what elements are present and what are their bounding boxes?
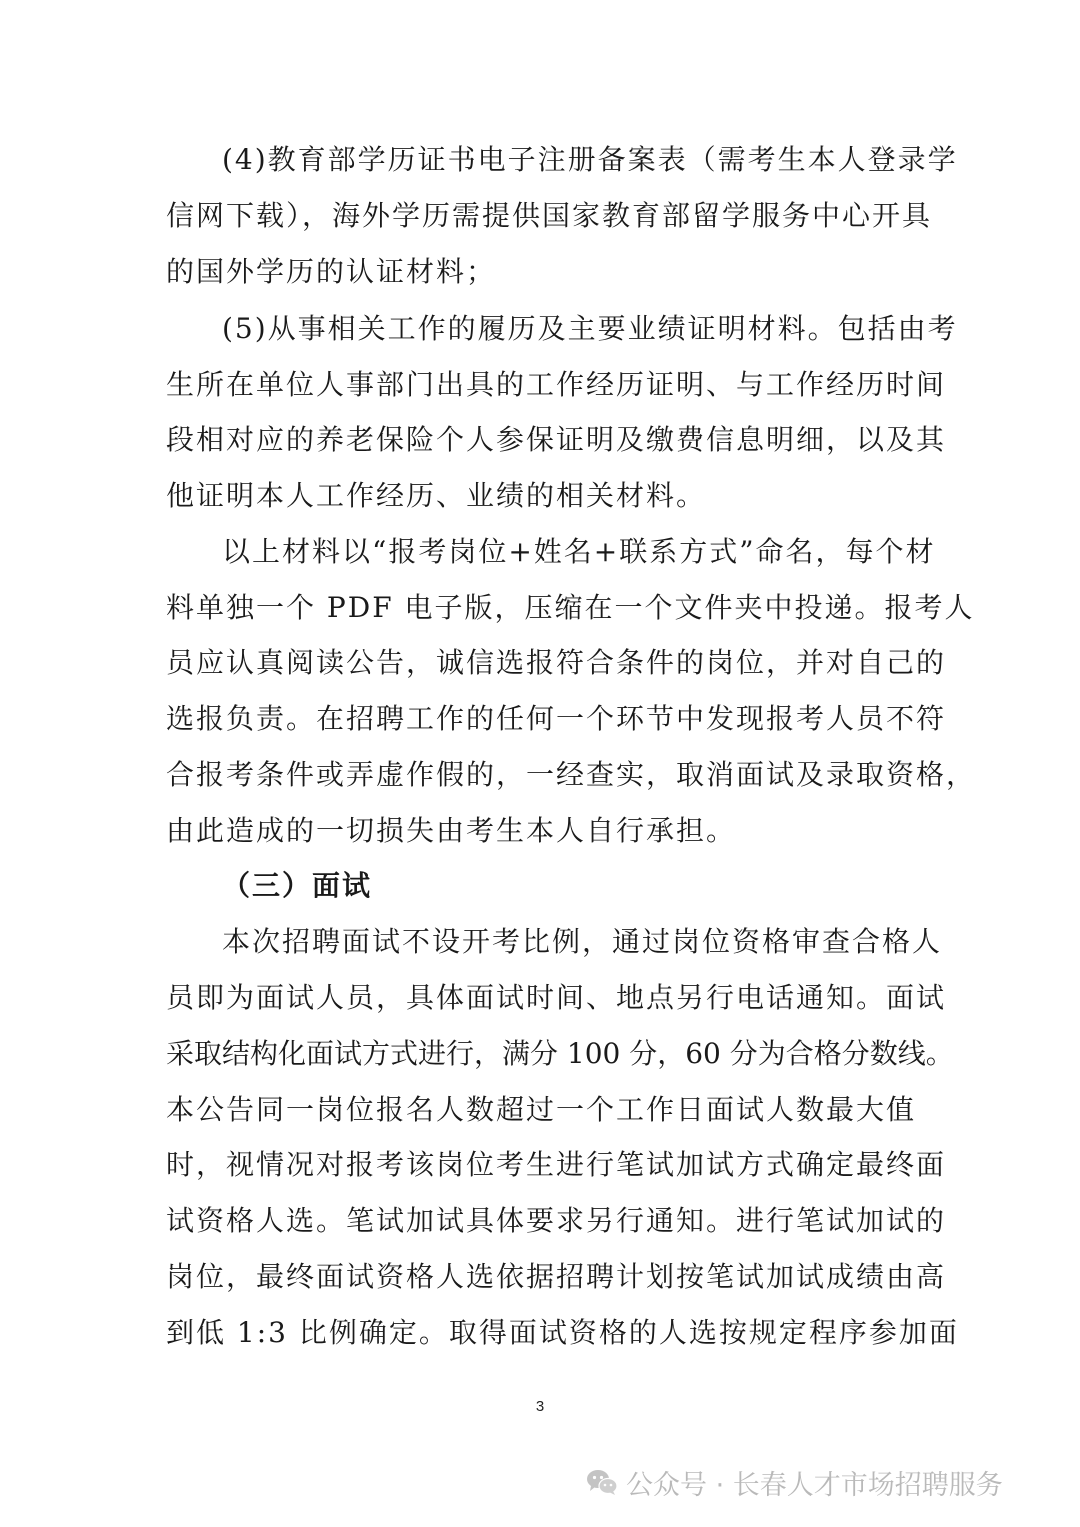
section-heading-interview: （三）面试	[222, 869, 373, 902]
interview-line-1: 本次招聘面试不设开考比例，通过岗位资格审查合格人	[222, 925, 943, 958]
paragraph-5-line-4: 他证明本人工作经历、业绩的相关材料。	[166, 479, 707, 512]
materials-line-1: 以上材料以“报考岗位+姓名+联系方式”命名，每个材	[222, 535, 936, 568]
interview-line-7: 岗位，最终面试资格人选依据招聘计划按笔试加试成绩由高	[166, 1260, 947, 1293]
watermark	[586, 1462, 1003, 1502]
materials-line-2: 料单独一个 PDF 电子版，压缩在一个文件夹中投递。报考人	[166, 591, 975, 624]
paragraph-5-line-2: 生所在单位人事部门出具的工作经历证明、与工作经历时间	[166, 368, 947, 401]
paragraph-4-line-2: 信网下载），海外学历需提供国家教育部留学服务中心开具	[166, 199, 933, 232]
watermark-text: 公众号 · 长春人才市场招聘服务	[626, 1469, 1003, 1501]
materials-line-6: 由此造成的一切损失由考生本人自行承担。	[166, 814, 737, 847]
materials-line-3: 员应认真阅读公告，诚信选报符合条件的岗位，并对自己的	[166, 646, 947, 679]
interview-line-8: 到低 1:3 比例确定。取得面试资格的人选按规定程序参加面	[166, 1316, 959, 1349]
interview-line-3: 采取结构化面试方式进行，满分 100 分，60 分为合格分数线。	[166, 1037, 954, 1070]
page-number: 3	[535, 1398, 545, 1415]
paragraph-5-line-1: (5)从事相关工作的履历及主要业绩证明材料。包括由考	[222, 312, 958, 345]
interview-line-5: 时，视情况对报考该岗位考生进行笔试加试方式确定最终面	[166, 1148, 947, 1181]
interview-line-2: 员即为面试人员，具体面试时间、地点另行电话通知。面试	[166, 981, 947, 1014]
materials-line-4: 选报负责。在招聘工作的任何一个环节中发现报考人员不符	[166, 702, 947, 735]
paragraph-4-line-3: 的国外学历的认证材料；	[166, 255, 497, 288]
paragraph-5-line-3: 段相对应的养老保险个人参保证明及缴费信息明细，以及其	[166, 423, 947, 456]
interview-line-6: 试资格人选。笔试加试具体要求另行通知。进行笔试加试的	[166, 1204, 947, 1237]
materials-line-5: 合报考条件或弄虚作假的，一经查实，取消面试及录取资格，	[166, 758, 977, 791]
wechat-icon	[586, 1468, 618, 1496]
interview-line-4: 本公告同一岗位报名人数超过一个工作日面试人数最大值	[166, 1093, 917, 1126]
paragraph-4-line-1: (4)教育部学历证书电子注册备案表（需考生本人登录学	[222, 143, 958, 176]
